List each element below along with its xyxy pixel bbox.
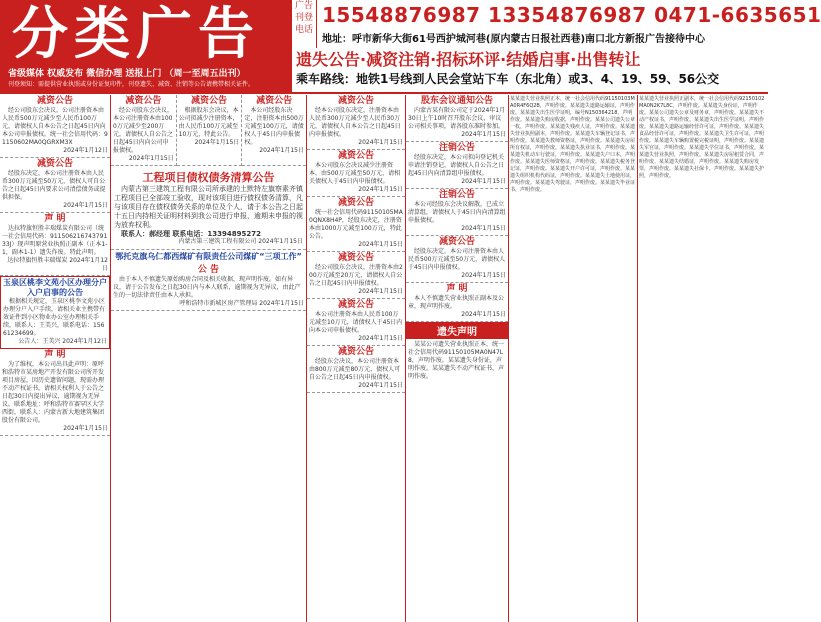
services-line: 遗失公告·减资注销·招标环评·结婚启事·出售转让 (296, 50, 641, 69)
notice-date: 2024年1月15日 (358, 241, 403, 248)
notice-body: 由于本人不慎遗失原始购房合同及相关收据，现声明作废。如有异议，请于公告发布之日起30日内与本人联系，逾期视为无异议，由此产生的一切法律责任由本人承担。 (113, 276, 301, 299)
notice-title: 声 明 (44, 214, 66, 224)
phone-numbers: 15548876987 13354876987 0471-6635651 (322, 3, 821, 27)
notice-title: 玉泉区桃李文苑小区办理分户入户启事的公告 (3, 278, 107, 297)
notice-title: 减资公告 (36, 96, 73, 106)
notice (406, 236, 508, 283)
notice (406, 95, 508, 142)
notice-date: 2024年1月15日 (358, 139, 403, 146)
notice-body: 本人不慎遗失营业执照正副本及公章，现声明作废。 (408, 295, 505, 310)
notice-title: 减资公告 (337, 347, 374, 357)
notice-body: 经公司股东会决议，公司注册资本由人民币500万元减少至人民币100万元，请债权人自本公告之日起45日内向本公司申报债权。统一社会信用代码：91150602MA0QGRXM3X (2, 107, 108, 146)
notice-date: 2024年1月15日 (259, 147, 305, 154)
notice-date: 2024年1月15日 (461, 225, 506, 232)
column-4 (406, 95, 509, 622)
notice (406, 189, 508, 236)
column-1 (0, 95, 111, 622)
notice (177, 95, 243, 166)
notice-date: 达拉特旗恒胜丰瑞煤炭 2024年1月12日 (7, 257, 108, 272)
notice-row (111, 95, 306, 166)
notice-date: 2024年1月15日 (461, 178, 506, 185)
notice-title: 减资公告 (337, 300, 374, 310)
featured-contact: 联系人：郝经理 联系电话：13394895272 (121, 230, 262, 238)
notice-body: 根据股东会决议，本公司拟减少注册资本，由人民币100万元减至10万元，特此公告。 (178, 107, 239, 138)
notice (111, 95, 177, 166)
notice-body: 根据相关规定，玉泉区桃李文苑小区办理分户入户手续，请相关业主携带有效证件到小区物业办公室办理相关手续，联系人：王美兴，联系电话：15661234699。 (3, 298, 106, 337)
notice-title: 减资公告 (256, 96, 293, 106)
notice (0, 349, 110, 436)
notice-body: 本公司经股东会决议解散，已成立清算组，请债权人于45日内向清算组申报债权。 (408, 201, 506, 224)
notice (0, 213, 110, 276)
notice-title: 减资公告 (438, 237, 475, 247)
notice (307, 95, 405, 150)
notice-body: 经公司股东会决议，注册资本由200万元减至20万元，请债权人自公告之日起45日内申报债权。 (309, 264, 403, 287)
notice-date: 2024年1月12日 (63, 147, 108, 154)
notice-body: 经股东决定，本公司注册资本由人民币300万元减至50万元，债权人可自公告之日起45日内要求公司清偿债务或提供担保。 (2, 170, 106, 201)
notice (307, 150, 405, 197)
featured-notice (111, 166, 306, 250)
notice-title: 减资公告 (337, 96, 374, 106)
notice-date: 2024年1月15日 (461, 272, 506, 279)
notice (0, 276, 110, 349)
slogan: 省级媒体 权威发布 微信办理 送报上门 （周一至周五出刊） (8, 69, 246, 79)
page-title: 分类广告 (12, 1, 260, 67)
notice (0, 95, 110, 158)
featured-body: 内蒙古第三建筑工程有限公司所承建的土默特左旗察素齐镇工程项目已全部竣工验收，现对该项目进行债权债务清算，凡与该项目存在债权债务关系的单位及个人，请于本公告之日起十五日内持相关证明材料到我公司进行申报，逾期未申报的视为放弃权利。 (114, 185, 303, 229)
ads-content (0, 95, 768, 622)
notice-body: 经股东决定，本公司注册资本由人民币500万元减至50万元，请债权人于45日内申报债权。 (408, 248, 506, 271)
notice (242, 95, 306, 166)
brand-block (0, 0, 292, 92)
notice (307, 252, 405, 299)
notice-date: 2024年1月15日 (128, 155, 174, 162)
notice-body: 内蒙古某有限公司定于2024年1月30日上午10时召开股东会议，审议公司相关事项，请各股东准时参加。 (408, 107, 506, 130)
notice-date: 2024年1月15日 (358, 382, 403, 389)
notice-title: 减资公告 (337, 198, 374, 208)
notice-date: 呼和浩特市新城区房产管理局 2024年1月15日 (179, 300, 304, 307)
notice-date: 2024年1月15日 (194, 139, 240, 146)
featured-title: 工程项目债权债务清算公告 (142, 171, 275, 184)
notice (307, 346, 405, 393)
notice-date: 2024年1月15日 (358, 288, 403, 295)
notice-title: 声 明 (446, 284, 468, 294)
notice (0, 158, 110, 213)
column-6 (638, 95, 768, 622)
column-5 (509, 95, 638, 622)
bus-route: 乘车路线：地铁1号线到人民会堂站下车（东北角）或3、4、19、59、56公交 (296, 72, 720, 86)
notice-title: 减资公告 (36, 159, 73, 169)
notice-body: 经公司股东会决议，本公司注册资本由1000万元减少至200万元，请债权人自公告之日起45日内向公司申报债权。 (113, 107, 174, 154)
address: 地址：呼市新华大街61号西护城河巷(原内蒙古日报社西巷)南口北方新报广告接待中心 (322, 34, 706, 45)
column-2 (111, 95, 307, 622)
notice-title: 股东会议通知公告 (420, 96, 493, 106)
notice-body: 本公司股东会决议减少注册资本，由500万元减至50万元，请相关债权人于45日内申报债权。 (309, 162, 401, 185)
notice-date: 2024年1月15日 (358, 186, 403, 193)
notice-title: 减资公告 (337, 253, 374, 263)
section-title: 鄂托克旗乌仁都西煤矿有限责任公司煤矿“三项工作” (115, 252, 302, 261)
featured-footer: 内蒙古第三建筑工程有限公司 2024年1月15日 (178, 238, 303, 245)
notice-date: 2024年1月15日 (461, 311, 506, 318)
notice-body: 经股东会决议，本公司注册资本由800万元减至80万元，债权人可自公告之日起45日内申报债权。 (309, 358, 401, 381)
notice-body: 为了维权，本公司出具此声明：原呼和浩特市某房地产开发有限公司所开发项目房屋，因历史遗留问题，现需办理不动产权证书，请相关权利人于公告之日起30日内提出异议，逾期视为无异议。联系地址：呼和浩特市赛罕区大学西街，联系人：内蒙古新大地建筑集团股份有限公司。 (2, 361, 105, 424)
notice-title: 减资公告 (337, 151, 374, 161)
notice-title: 减资公告 (125, 96, 162, 106)
notice (406, 142, 508, 189)
notice-title: 公 告 (197, 265, 220, 275)
notice-date: 2024年1月15日 (63, 202, 108, 209)
notice (307, 197, 405, 252)
notice-date: 2024年1月15日 (358, 335, 403, 342)
notice-body: 达拉特旗恒胜丰瑞煤炭有限公司（统一社会信用代码：91150621674379133J）现声明原营业执照正副本（正本1-1，副本1-1）遗失作废。特此声明。 (2, 225, 108, 256)
notice-title: 减资公告 (190, 96, 227, 106)
notice-body: 经股东决定，本公司拟向登记机关申请注销登记，请债权人自公告之日起45日内向清算组申报债权。 (408, 154, 505, 177)
notice-body: 经本公司股东决定，注册资本由人民币300万元减少至人民币30万元，请债权人自本公告之日起45日内申报债权。 (309, 107, 401, 138)
notice-date: 2024年1月15日 (63, 425, 108, 432)
sub-note: 刊登须知：需提供营业执照或身份证复印件，刊登遗失、减资、注销等公告请携带相关证件。 (8, 81, 255, 88)
divider (0, 92, 768, 94)
ad-phone-label: 广告刊登电话 (292, 0, 317, 48)
notice (307, 299, 405, 346)
column-3 (307, 95, 406, 622)
lost-notice-text: 某某公司遗失营业执照正本，统一社会信用代码91150105MA0N47L8，声明作废。某某遗失身份证，声明作废。某某遗失不动产权证书，声明作废。 (408, 341, 505, 380)
notice-body: 统一社会信用代码91150105MA0QNX8H4P，经股东决定，注册资本由1000万元减至100万元，特此公告。 (309, 209, 403, 240)
notice-body: 本公司注册资本由人民币100万元减至10万元，请债权人于45日内向本公司申报债权。 (309, 311, 403, 334)
notice (406, 283, 508, 322)
lost-notice-banner: 遗失声明 (406, 322, 508, 339)
notice-body: 本公司经股东决定，注册资本由500万元减至100万元，请债权人于45日内申报债权。 (244, 107, 304, 146)
notice-title: 注销公告 (438, 143, 475, 153)
notice-date: 公告人：王美兴 2024年1月12日 (18, 338, 107, 345)
notice-title: 声 明 (44, 350, 66, 360)
header (0, 0, 821, 92)
notice (111, 264, 306, 311)
lost-listings: 某某遗失营业执照正本，统一社会信用代码91150103MA0R4F6Q2B，声明作废。某某遗失道路运输证，声明作废。某某遗失出生医学证明，编号N150364218，声明作废。某某遗失购房收据，声明作废。某某公司遗失公章一枚，声明作废。某某遗失残疾人证，声明作废。某某遗失营业执照副本，声明作废。某某遗失车辆登记证书，声明作废。某某遗失教师资格证，声明作废。某某遗失房屋所有权证，声明作废。某某遗失执业证书，声明作废。某某遗失机动车行驶证，声明作废。某某遗失户口本，声明作废。某某遗失医师资格证，声明作废。某某遗失税务登记证，声明作废。某某遗失开户许可证，声明作废。某某遗失组织机构代码证，声明作废。某某遗失土地使用证，声明作废。某某遗失驾驶证，声明作废。某某遗失毕业证书，声明作废。 (510, 96, 636, 193)
notice-title: 注销公告 (438, 190, 475, 200)
lost-listings: 某某遗失营业执照正副本，统一社会信用代码92150102MA0N2K7L8C，声明作废。某某遗失身份证，声明作废。某某公司遗失公章及财务章，声明作废。某某遗失不动产权证书，声明作废。某某遗失出生医学证明，声明作废。某某遗失道路运输经营许可证，声明作废。某某遗失食品经营许可证，声明作废。某某遗失卫生许可证，声明作废。某某遗失车辆购置税完税证明，声明作废。某某遗失军官证，声明作废。某某遗失学位证书，声明作废。某某遗失营业执照，声明作废。某某遗失房屋租赁合同，声明作废。某某遗失结婚证，声明作废。某某遗失购房发票，声明作废。某某遗失社保卡，声明作废。某某遗失护照，声明作废。 (639, 96, 765, 179)
notice-date: 2024年1月15日 (461, 131, 506, 138)
